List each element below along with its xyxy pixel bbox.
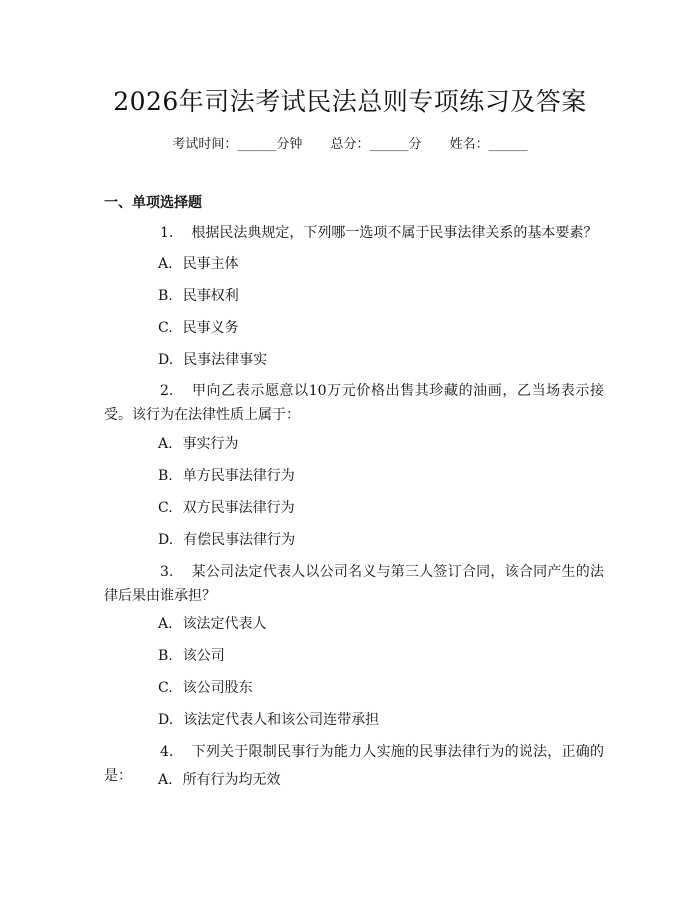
question-text: 某公司法定代表人以公司名义与第三人签订合同，该合同产生的法律后果由谁承担？ <box>104 564 604 604</box>
exam-meta <box>0 133 700 152</box>
option-4a <box>158 770 281 790</box>
option-3a <box>158 614 267 634</box>
option-letter: A. <box>158 772 173 788</box>
option-3c <box>158 678 253 698</box>
option-2b <box>158 466 295 486</box>
option-letter: A. <box>158 256 173 272</box>
option-2c <box>158 498 295 518</box>
question-3 <box>104 560 604 608</box>
option-letter: C. <box>158 680 173 696</box>
option-letter: B. <box>158 468 173 484</box>
option-text: 该公司 <box>182 648 225 664</box>
option-3d <box>158 710 379 730</box>
option-text: 该法定代表人 <box>182 616 267 632</box>
option-text: 民事义务 <box>182 320 239 336</box>
question-text: 甲向乙表示愿意以10万元价格出售其珍藏的油画，乙当场表示接受。该行为在法律性质上属于： <box>104 383 604 423</box>
exam-time-label: 考试时间：______分钟 <box>172 137 303 152</box>
total-score-label: 总分：______分 <box>330 137 422 152</box>
option-letter: C. <box>158 500 173 516</box>
question-number: 4. <box>160 744 174 760</box>
option-letter: C. <box>158 320 173 336</box>
option-letter: A. <box>158 616 173 632</box>
question-number: 3. <box>160 564 174 580</box>
option-letter: A. <box>158 436 173 452</box>
question-text: 根据民法典规定，下列哪一选项不属于民事法律关系的基本要素？ <box>191 225 598 241</box>
option-text: 民事主体 <box>182 256 239 272</box>
option-1d <box>158 350 267 370</box>
student-name-label: 姓名：______ <box>449 137 528 152</box>
option-text: 所有行为均无效 <box>182 772 281 788</box>
option-letter: D. <box>158 712 174 728</box>
question-number: 2. <box>160 383 174 399</box>
option-text: 有偿民事法律行为 <box>183 532 296 548</box>
question-number: 1. <box>160 225 174 241</box>
option-text: 民事权利 <box>182 288 239 304</box>
document-title: 2026年司法考试民法总则专项练习及答案 <box>113 87 587 116</box>
option-text: 双方民事法律行为 <box>182 500 295 516</box>
option-text: 民事法律事实 <box>183 352 268 368</box>
option-letter: B. <box>158 288 173 304</box>
question-2 <box>104 379 604 427</box>
option-1b <box>158 286 239 306</box>
option-letter: B. <box>158 648 173 664</box>
option-text: 该法定代表人和该公司连带承担 <box>183 712 380 728</box>
question-text: 下列关于限制民事行为能力人实施的民事法律行为的说法，正确的是： <box>104 744 604 784</box>
option-text: 单方民事法律行为 <box>182 468 295 484</box>
option-text: 事实行为 <box>182 436 239 452</box>
option-1a <box>158 254 239 274</box>
option-3b <box>158 646 225 666</box>
option-2a <box>158 434 239 454</box>
section-heading: 一、单项选择题 <box>104 195 202 211</box>
option-text: 该公司股东 <box>182 680 253 696</box>
option-letter: D. <box>158 532 174 548</box>
option-letter: D. <box>158 352 174 368</box>
question-1 <box>104 221 604 245</box>
option-2d <box>158 530 295 550</box>
option-1c <box>158 318 239 338</box>
